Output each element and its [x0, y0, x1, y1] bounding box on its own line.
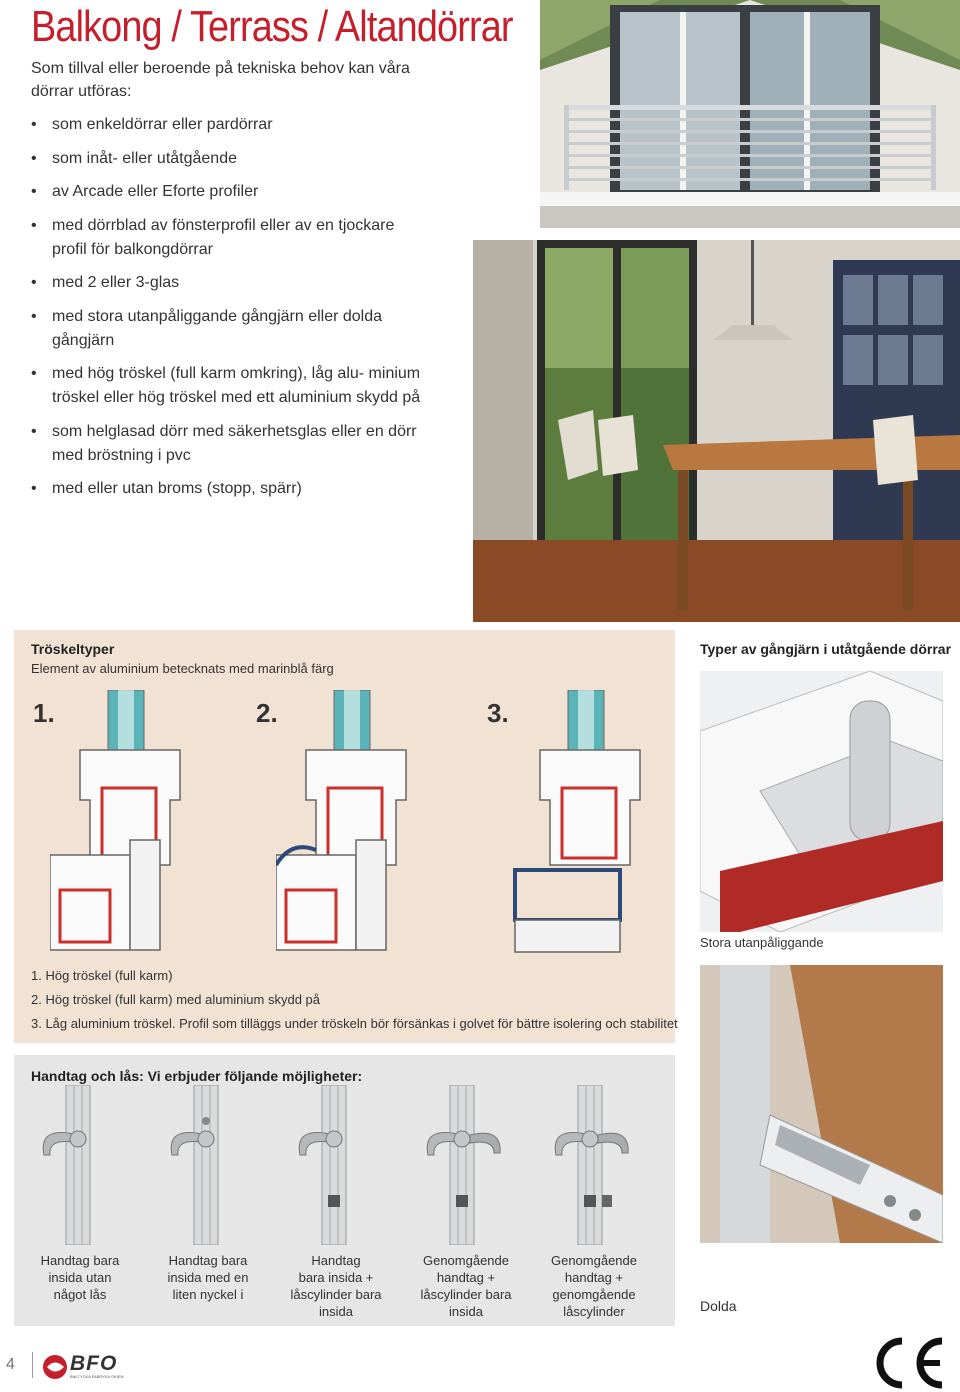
- logo-text: BFO: [70, 1352, 118, 1375]
- threshold-title: Tröskeltyper: [31, 641, 115, 657]
- exposed-hinge-caption: Stora utanpåliggande: [700, 935, 824, 950]
- threshold-note-3: 3. Låg aluminium tröskel. Profil som tilläggs under tröskeln bör försänkas i golvet för bättre isolering och stabilitet: [31, 1016, 678, 1031]
- threshold-label-3: 3.: [487, 698, 509, 728]
- list-item: • med dörrblad av fönsterprofil eller av en tjockare profil för balkongdörrar: [31, 216, 395, 258]
- handle-caption-3: Handtag bara insida + låscylinder bara insida: [290, 1253, 382, 1319]
- list-item: • med eller utan broms (stopp, spärr): [31, 480, 302, 497]
- threshold-profile-3: [510, 690, 650, 955]
- threshold-label-1: 1.: [33, 698, 55, 728]
- handle-icon-1: [38, 1085, 128, 1245]
- handle-icon-5: [550, 1085, 640, 1245]
- handle-icon-4: [422, 1085, 512, 1245]
- hidden-hinge-caption: Dolda: [700, 1298, 737, 1314]
- handles-title: Handtag och lås: Vi erbjuder följande möjligheter:: [31, 1068, 363, 1084]
- handle-caption-2: Handtag bara insida med en liten nyckel i: [167, 1253, 249, 1302]
- list-item: • med hög tröskel (full karm omkring), låg alu- minium tröskel eller hög tröskel med ett aluminium skydd på: [31, 365, 421, 406]
- handle-icon-3: [294, 1085, 384, 1245]
- threshold-label-2: 2.: [256, 698, 278, 728]
- list-item: • som helglasad dörr med säkerhetsglas eller en dörr med bröstning i pvc: [31, 422, 417, 464]
- handle-caption-5: Genomgående handtag + genomgående låscylinder: [550, 1253, 637, 1319]
- handle-caption-1: Handtag bara insida utan något lås: [40, 1253, 120, 1302]
- threshold-subtitle: Element av aluminium betecknats med marinblå färg: [31, 661, 334, 676]
- page-title: Balkong / Terrass / Altandörrar: [31, 2, 513, 51]
- list-item: • som enkeldörrar eller pardörrar: [31, 116, 273, 133]
- balcony-photo: [540, 0, 960, 228]
- handle-caption-4: Genomgående handtag + låscylinder bara insida: [420, 1253, 512, 1319]
- threshold-profile-2: [276, 690, 416, 955]
- logo-subtext: BAŁTYCKA FABRYKA OKIEN: [70, 1374, 124, 1379]
- list-item: • med stora utanpåliggande gångjärn eller dolda gångjärn: [31, 307, 383, 349]
- logo-mark-icon: [42, 1354, 72, 1380]
- threshold-profile-1: [50, 690, 190, 955]
- list-item: • som inåt- eller utåtgående: [31, 149, 237, 167]
- footer-divider: [32, 1352, 33, 1378]
- options-list: [31, 113, 431, 511]
- hidden-hinge-photo: [700, 965, 943, 1243]
- ce-mark-icon: [868, 1335, 948, 1391]
- handle-icon-2: [166, 1085, 256, 1245]
- threshold-note-2: 2. Hög tröskel (full karm) med aluminium skydd på: [31, 992, 320, 1007]
- dining-room-photo: [473, 240, 960, 622]
- threshold-note-1: 1. Hög tröskel (full karm): [31, 968, 173, 983]
- list-item: • med 2 eller 3-glas: [31, 274, 180, 291]
- hinges-title: Typer av gångjärn i utåtgående dörrar: [700, 641, 952, 657]
- list-item: • av Arcade eller Eforte profiler: [31, 183, 259, 200]
- bfo-logo: [42, 1352, 132, 1382]
- intro-text: Som tillval eller beroende på tekniska behov kan våra dörrar utföras:: [31, 60, 410, 100]
- page-number: 4: [6, 1356, 15, 1373]
- exposed-hinge-photo: [700, 671, 943, 932]
